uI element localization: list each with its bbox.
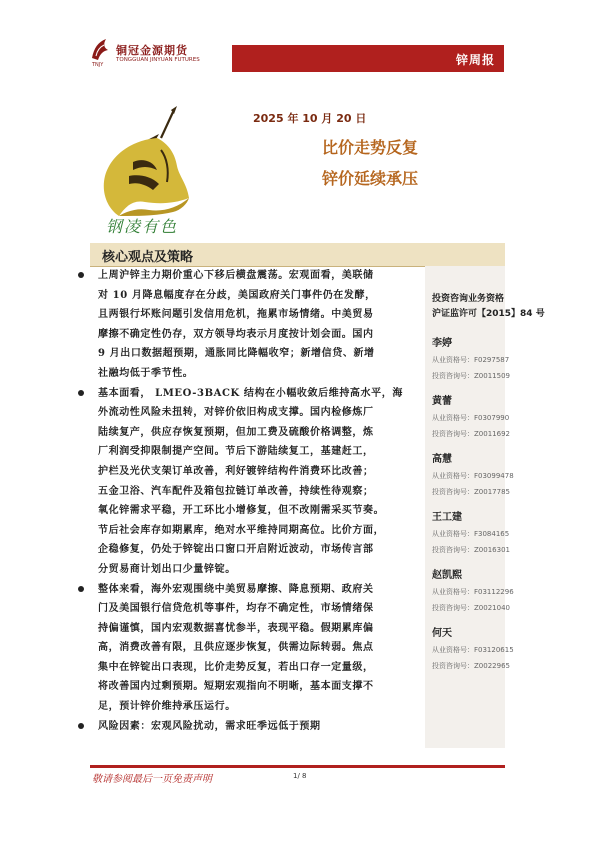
bullet-line: 基本面看， LMEO-3BACK 结构在小幅收敛后维持高水平，海 — [98, 387, 403, 399]
bullet-item-risk — [78, 717, 418, 737]
report-title-line-2: 锌价延续承压 — [322, 169, 419, 188]
bullet-line: 对 10 月降息幅度存在分歧，美国政府关门事件仍在发酵， — [98, 289, 376, 301]
bullet-line: 持偏谨慎，国内宏观数据喜忧参半，表现平稳。假期累库偏 — [98, 622, 374, 634]
bullet-line: 节后社会库存如期累库，绝对水平维持同期高位。比价方面， — [98, 524, 385, 536]
practice-number: 从业资格号：F03112296 — [432, 588, 514, 596]
consult-number: 投资咨询号：Z0016301 — [432, 546, 510, 554]
bullet-line: 整体来看，海外宏观围绕中美贸易摩擦、降息预期、政府关 — [98, 583, 374, 595]
consult-number: 投资咨询号：Z0017785 — [432, 488, 510, 496]
bullet-line: 足，预计锌价维持承压运行。 — [98, 701, 236, 713]
report-type-label: 锌周报 — [456, 53, 496, 67]
license-number: 沪证监许可【2015】84 号 — [432, 309, 545, 319]
bullet-line: 9 月出口数据超预期，通胀同比降幅收窄；新增信贷、新增 — [98, 348, 375, 360]
footer-divider — [90, 765, 505, 768]
bullet-line: 厂利润受抑限制提产空间。节后下游陆续复工，基建赶工， — [98, 446, 374, 458]
consult-number: 投资咨询号：Z0011692 — [432, 430, 510, 438]
bullet-dot-icon — [78, 723, 84, 729]
bullet-line: 集中在锌锭出口表现，比价走势反复，若出口存一定量级， — [98, 661, 374, 673]
practice-number: 从业资格号：F03120615 — [432, 646, 514, 654]
bullet-dot-icon — [78, 586, 84, 592]
practice-number: 从业资格号：F0297587 — [432, 356, 510, 364]
bullet-line: 护栏及光伏支架订单改善，利好镀锌结构件消费环比改善； — [98, 465, 374, 477]
analyst-name: 赵凯熙 — [432, 570, 462, 581]
bullet-line: 且两银行坏账问题引发信用危机，拖累市场情绪。中美贸易 — [98, 309, 374, 321]
bullet-item-overall — [78, 580, 418, 717]
page-header — [0, 0, 595, 80]
analyst-card — [432, 394, 562, 442]
bullet-line: 上周沪锌主力期价重心下移后横盘震荡。宏观面看，美联储 — [98, 270, 374, 281]
analyst-name: 黄蕾 — [432, 396, 452, 407]
bullet-item-fundamentals — [78, 384, 418, 580]
report-date: 2025 年 10 月 20 日 — [253, 112, 367, 125]
bullet-line: 陆续复产，供应存恢复预期，但加工费及硫酸价格调整，炼 — [98, 426, 374, 438]
consult-number: 投资咨询号：Z0021040 — [432, 604, 510, 612]
bullet-line: 门及美国银行信贷危机等事件，均存不确定性，市场情绪保 — [98, 603, 374, 615]
analyst-name: 李婷 — [432, 338, 452, 349]
analyst-name: 何天 — [432, 628, 452, 639]
bullet-line: 高，消费改善有限，且供应逐步恢复，供需边际转弱。焦点 — [98, 642, 374, 654]
bullet-line: 五金卫浴、汽车配件及箱包拉链订单改善，持续性待观察； — [98, 485, 374, 497]
brush-calligraphy-text: 钢凌有色 — [106, 217, 179, 236]
bullet-line: 将改善国内过剩预期。短期宏观指向不明晰，基本面支撑不 — [98, 681, 374, 693]
company-name-en: TONGGUAN JINYUAN FUTURES — [116, 57, 200, 63]
bullet-line: 社融均低于季节性。 — [98, 367, 194, 379]
analyst-card — [432, 336, 562, 384]
practice-number: 从业资格号：F0307990 — [432, 414, 510, 422]
core-views-list — [78, 266, 418, 736]
bullet-dot-icon — [78, 390, 84, 396]
practice-number: 从业资格号：F03099478 — [432, 472, 514, 480]
bullet-line: 分贸易商计划出口少量锌锭。 — [98, 563, 236, 575]
bullet-line: 风险因素：宏观风险扰动，需求旺季远低于预期 — [98, 720, 321, 732]
consult-number: 投资咨询号：Z0022965 — [432, 662, 510, 670]
page-number: 1/ 8 — [293, 772, 307, 780]
analyst-card — [432, 626, 562, 674]
section-title: 核心观点及策略 — [102, 250, 194, 265]
disclaimer-note: 敬请参阅最后一页免责声明 — [92, 774, 212, 785]
company-trademark: TNJY — [92, 62, 104, 68]
analyst-card — [432, 452, 562, 500]
bullet-line: 氧化锌需求平稳，开工环比小增修复，但不改刚需采买节奏。 — [98, 505, 385, 517]
bullet-line: 企稳修复，仍处于锌锭出口窗口开启附近波动，市场传言部 — [98, 544, 374, 556]
analyst-card — [432, 568, 562, 616]
bullet-line: 外流动性风险未扭转，对锌价依旧构成支撑。国内检修炼厂 — [98, 407, 374, 419]
qualification-title: 投资咨询业务资格 — [432, 294, 505, 304]
company-logo-icon — [88, 36, 112, 62]
company-name-cn: 铜冠金源期货 — [116, 44, 188, 57]
report-title-line-1: 比价走势反复 — [322, 138, 419, 157]
bullet-dot-icon — [78, 272, 84, 278]
consult-number: 投资咨询号：Z0011509 — [432, 372, 510, 380]
practice-number: 从业资格号：F3084165 — [432, 530, 510, 538]
analyst-name: 王工建 — [432, 512, 462, 523]
analyst-card — [432, 510, 562, 558]
bullet-line: 摩擦不确定性仍存，双方领导均表示月度按计划会面。国内 — [98, 328, 374, 340]
bullet-item-market — [78, 266, 418, 384]
analyst-name: 高慧 — [432, 454, 452, 465]
analyst-sidebar — [432, 292, 562, 674]
